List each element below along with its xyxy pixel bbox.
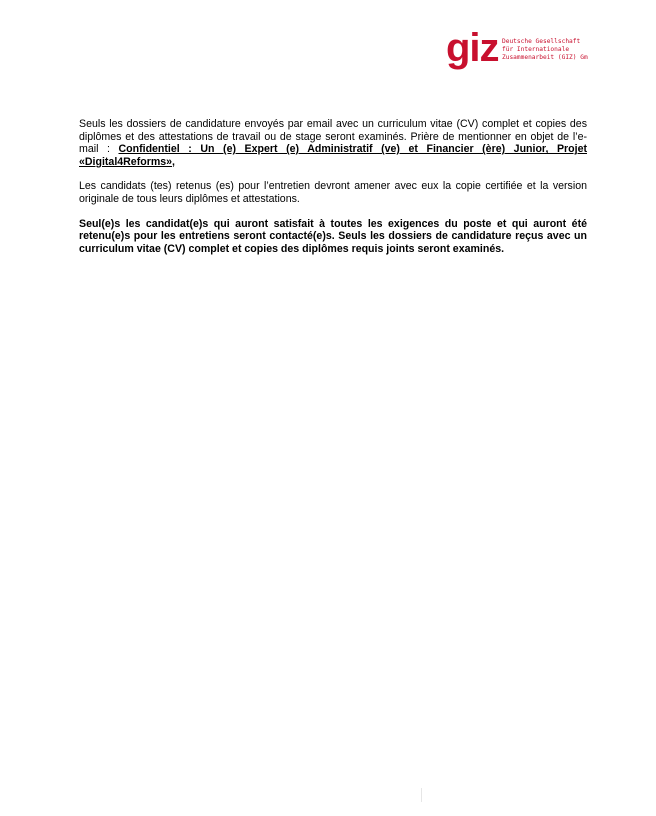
- page-artifact: [421, 788, 422, 802]
- document-body: [79, 118, 587, 267]
- giz-logo-text: [502, 38, 588, 62]
- giz-logo: [446, 28, 606, 72]
- selection-notice-paragraph: Seul(e)s les candidat(e)s qui auront satisfait à toutes les exigences du poste et qui auront été retenu(e)s pour les entretiens seront contacté(e)s. Seuls les dossiers de candidature reçus avec un curriculum vitae (CV) complet et copies des diplômes requis joints seront examinés.: [79, 217, 587, 255]
- application-instructions-text: Seuls les dossiers de candidature envoyés par email avec un curriculum vitae (CV) complet et copies des diplômes et des attestations de travail ou de stage seront examinés. Prière de mentionner en objet de l’e-mail :: [79, 118, 587, 156]
- giz-logo-line-2: für Internationale: [502, 46, 570, 53]
- interview-documents-paragraph: Les candidats (tes) retenus (es) pour l’entretien devront amener avec eux la copie certifiée et la version originale de tous leurs diplômes et attestations.: [79, 180, 587, 205]
- email-subject-line: Confidentiel : Un (e) Expert (e) Administratif (ve) et Financier (ère) Junior, Projet «Digital4Reforms»: [79, 143, 587, 168]
- giz-logo-line-3: Zusammenarbeit (GIZ) Gm: [502, 54, 588, 61]
- giz-logo-mark: giz: [446, 26, 499, 70]
- application-instructions-paragraph: [79, 118, 587, 168]
- email-subject-trailing: ,: [172, 155, 175, 168]
- giz-logo-line-1: Deutsche Gesellschaft: [502, 38, 581, 45]
